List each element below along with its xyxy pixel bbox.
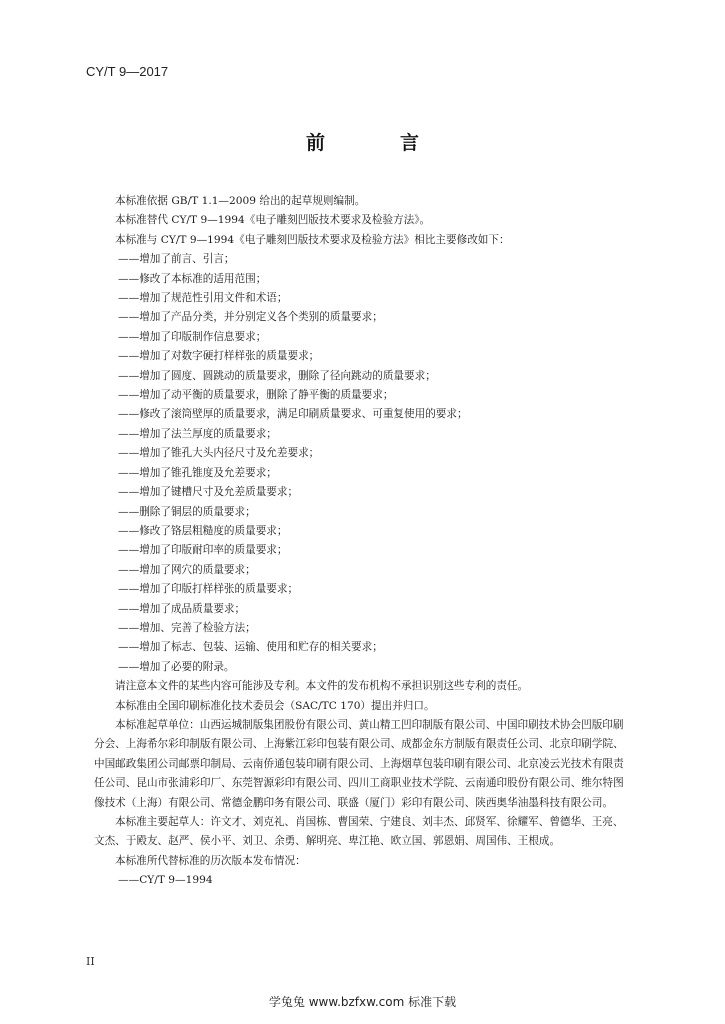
list-item: ——增加了必要的附录。 (118, 660, 235, 673)
list-item: ——增加了规范性引用文件和术语； (118, 292, 288, 305)
list-item: ——增加了锥孔锥度及允差要求； (118, 466, 277, 479)
list-item: ——增加了印版耐印率的质量要求； (118, 544, 288, 557)
patent-notice: 请注意本文件的某些内容可能涉及专利。本文件的发布机构不承担识别这些专利的责任。 (115, 680, 529, 693)
list-item: ——增加了锥孔大头内径尺寸及允差要求； (118, 447, 320, 460)
intro-line: 本标准依据 GB/T 1.1—2009 给出的起草规则编制。 (115, 195, 366, 207)
history-intro: 本标准所代替标准的历次版本发布情况： (115, 854, 306, 867)
drafting-units: 本标准起草单位：山西运城制版集团股份有限公司、黄山精工凹印制版有限公司、中国印刷技术协会凹版印刷分会、上海希尔彩印制版有限公司、上海紫江彩印包装有限公司、成都金东方制版有限责任公司、北京印刷学院、中国邮政集团公司邮票印制局、云南侨通包装印刷有限公司、上海烟草包装印刷有限公司、北京凌云光技术有限责任公司、昆山市张浦彩印厂、东莞智源彩印有限公司、四川工商职业技术学院、云南通印股份有限公司、维尔特图像技术（上海）有限公司、常德金鹏印务有限公司、联盛（厦门）彩印有限公司、陕西奥华油墨科技有限公司。 (94, 718, 624, 809)
list-item: ——增加了动平衡的质量要求，删除了静平衡的质量要求； (118, 389, 394, 402)
list-item: ——修改了铬层粗糙度的质量要求； (118, 524, 288, 537)
list-item: ——增加了产品分类，并分别定义各个类别的质量要求； (118, 311, 383, 324)
page-title: 前 言 (305, 132, 447, 154)
proposer-statement: 本标准由全国印刷标准化技术委员会（SAC/TC 170）提出并归口。 (115, 699, 435, 712)
list-item: ——增加了印版打样样张的质量要求； (118, 583, 299, 596)
list-item: ——修改了本标准的适用范围； (118, 272, 267, 285)
list-item: ——增加了印版制作信息要求； (118, 330, 267, 343)
page-number: II (86, 955, 95, 968)
intro-line: 本标准与 CY/T 9—1994《电子雕刻凹版技术要求及检验方法》相比主要修改如下： (115, 233, 510, 246)
list-item: ——增加了对数字硬打样样张的质量要求； (118, 350, 320, 363)
list-item: ——增加了标志、包装、运输、使用和贮存的相关要求； (118, 641, 383, 654)
list-item: ——增加了法兰厚度的质量要求； (118, 427, 277, 440)
drafters: 本标准主要起草人：许文才、刘克礼、肖国栋、曹国荣、宁建良、刘丰杰、邱贤军、徐耀军、曾德华、王亮、文杰、于殿友、赵严、侯小平、刘卫、余勇、解明亮、卑江艳、欧立国、郭恩娟、周国伟、王根成。 (94, 816, 624, 848)
history-item: ——CY/T 9—1994 (118, 874, 213, 887)
list-item: ——增加了键槽尺寸及允差质量要求； (118, 486, 299, 499)
foreword-body (94, 192, 634, 891)
list-item: ——增加了前言、引言； (118, 253, 235, 266)
list-item: ——增加了成品质量要求； (118, 602, 246, 615)
list-item: ——增加了圆度、圆跳动的质量要求，删除了径向跳动的质量要求； (118, 369, 436, 382)
intro-line: 本标准替代 CY/T 9—1994《电子雕刻凹版技术要求及检验方法》。 (115, 214, 431, 227)
list-item: ——删除了铜层的质量要求； (118, 505, 256, 518)
change-list (94, 250, 634, 677)
list-item: ——修改了滚筒壁厚的质量要求，满足印刷质量要求、可重复使用的要求； (118, 408, 468, 421)
list-item: ——增加、完善了检验方法； (118, 621, 256, 634)
watermark-link[interactable]: 学兔兔 www.bzfxw.com 标准下载 (268, 995, 457, 1009)
list-item: ——增加了网穴的质量要求； (118, 563, 256, 576)
standard-code: CY/T 9—2017 (86, 64, 169, 79)
